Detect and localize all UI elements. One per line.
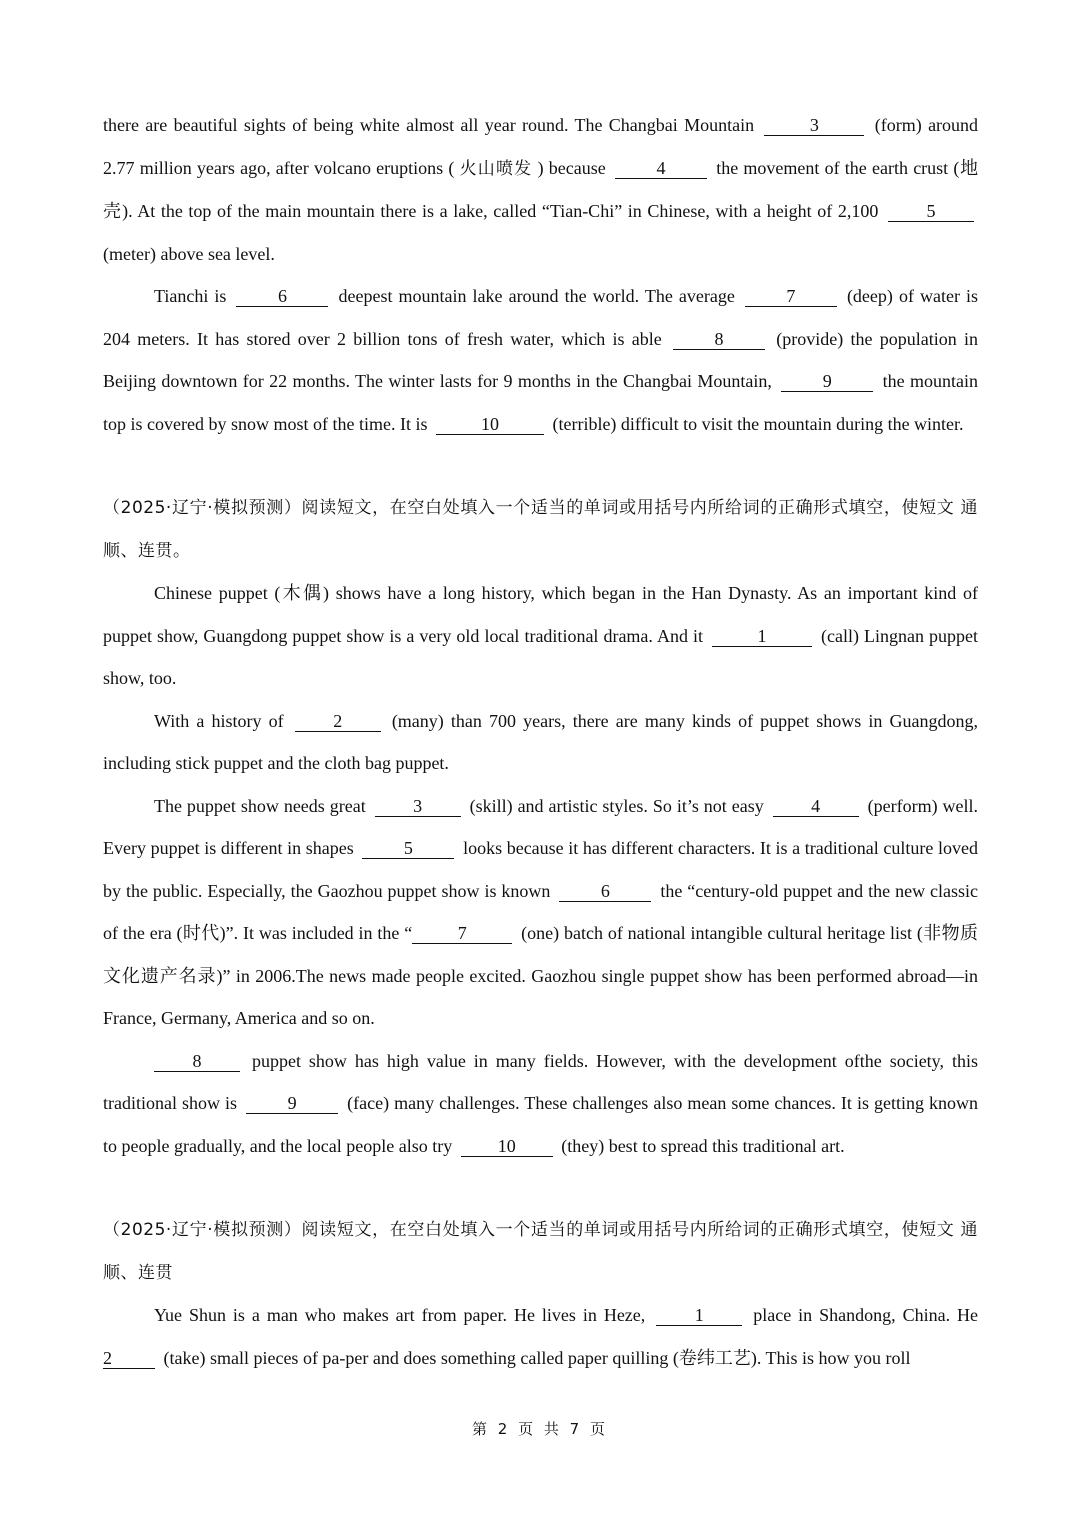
blank-10[interactable]: 10 [436, 414, 544, 435]
text: (terrible) difficult to visit the mountain during the winter. [552, 413, 964, 434]
text: the mountain top is covered by snow most of the time. It is [103, 371, 979, 434]
blank-8[interactable]: 8 [154, 1051, 240, 1072]
text: (perform) well. Every puppet is different in shapes [103, 795, 979, 858]
text: there are beautiful sights of being white almost all year round. The Changbai Mountain [103, 115, 755, 135]
blank-5[interactable]: 5 [888, 201, 974, 222]
text: ) because [537, 157, 606, 178]
blank-3[interactable]: 3 [764, 115, 864, 136]
text: (they) best to spread this traditional art. [561, 1135, 845, 1156]
text: Tianchi is [154, 286, 227, 306]
text: puppet show has high value in many fields. However, with the development ofthe society, this traditional show is [103, 1050, 978, 1113]
text: 2,100 [837, 201, 879, 221]
document-page [103, 104, 978, 1379]
text: (provide) the population in Beijing downtown for 22 months. The winter lasts for 9 months in the Changbai Mountain, [103, 328, 979, 391]
blank-8[interactable]: 8 [673, 329, 765, 350]
blank-3[interactable]: 3 [375, 796, 461, 817]
text: place in Shandong, China. He [753, 1305, 979, 1325]
blank-10[interactable]: 10 [461, 1136, 553, 1157]
text: earth crust (地壳). At the top of the main mountain there is a lake, called “Tian-Chi” in Chinese, with a height of [103, 157, 979, 221]
passage1-paragraph2 [103, 275, 978, 445]
text: (one) batch of national intangible cultural heritage list (非物质文化遗产名录)” in 2006.The news made people excited. Gaozhou single puppet show has been performed abroad—in France, Germany, America and so on. [103, 923, 979, 1028]
blank-6[interactable]: 6 [559, 881, 651, 902]
chinese-gloss: 火山喷发 [459, 158, 533, 179]
text: around 2.77 million years ago, after volcano eruptions ( [103, 115, 979, 178]
text: (meter) above sea level. [103, 243, 275, 264]
text: (call) Lingnan puppet show, too. [103, 625, 979, 688]
passage3-paragraph1 [103, 1294, 978, 1379]
blank-1[interactable]: 1 [656, 1305, 742, 1326]
text: The puppet show needs great [154, 795, 366, 816]
blank-4[interactable]: 4 [615, 158, 707, 179]
text: the “century-old puppet and the new classic of the era (时代)”. It was included in the “ [103, 880, 979, 943]
blank-5[interactable]: 5 [362, 838, 454, 859]
passage1-paragraph1 [103, 104, 978, 275]
text: (form) [874, 115, 922, 135]
spacer [103, 1167, 978, 1209]
blank-2[interactable]: 2 [295, 711, 381, 732]
text: Chinese puppet (木偶) shows have a long history, which began in the Han Dynasty. As an important kind of puppet show, Guangdong puppet show is a very old local traditional drama. And it [103, 583, 978, 646]
blank-1[interactable]: 1 [712, 626, 812, 647]
text: Yue Shun is a man who makes art from paper. He lives in Heze, [154, 1305, 646, 1325]
text: deepest mountain lake around the world. The average [338, 286, 735, 306]
text: (many) than 700 years, there are many kinds of puppet shows in Guangdong, including stick puppet and the cloth bag puppet. [103, 710, 978, 773]
spacer [103, 445, 978, 487]
blank-2[interactable]: 2 [103, 1348, 155, 1369]
blank-6[interactable]: 6 [236, 286, 328, 307]
passage2-paragraph2 [103, 700, 978, 785]
blank-7[interactable]: 7 [412, 923, 512, 944]
text: (skill) and artistic styles. So it’s not easy [469, 795, 764, 816]
blank-7[interactable]: 7 [745, 286, 837, 307]
text: With a history of [154, 710, 284, 731]
passage2-instructions: （2025·辽宁·模拟预测）阅读短文，在空白处填入一个适当的单词或用括号内所给词的正确形式填空，使短文 通顺、连贯。 [103, 498, 978, 561]
text: the movement of the [716, 157, 867, 178]
text: looks because it has different characters. It is a traditional culture loved by the public. Especially, the Gaozhou puppet show is known [103, 838, 979, 901]
text: (face) many challenges. These challenges also mean some chances. It is getting known to people gradually, and the local people also try [103, 1093, 979, 1156]
blank-4[interactable]: 4 [773, 796, 859, 817]
page-footer: 第 2 页 共 7 页 [472, 1420, 608, 1438]
blank-9[interactable]: 9 [781, 371, 873, 392]
blank-9[interactable]: 9 [246, 1093, 338, 1114]
passage2-paragraph4 [103, 1040, 978, 1168]
passage3-instructions: （2025·辽宁·模拟预测）阅读短文，在空白处填入一个适当的单词或用括号内所给词的正确形式填空，使短文 通顺、连贯 [103, 1220, 978, 1283]
passage2-paragraph3 [103, 785, 978, 1040]
text: (take) small pieces of pa-per and does something called paper quilling (卷纬工艺). This is how you roll [163, 1347, 911, 1368]
passage2-paragraph1 [103, 572, 978, 700]
text: (deep) of water is 204 meters. It has stored over 2 billion tons of fresh water, which is able [103, 286, 979, 349]
